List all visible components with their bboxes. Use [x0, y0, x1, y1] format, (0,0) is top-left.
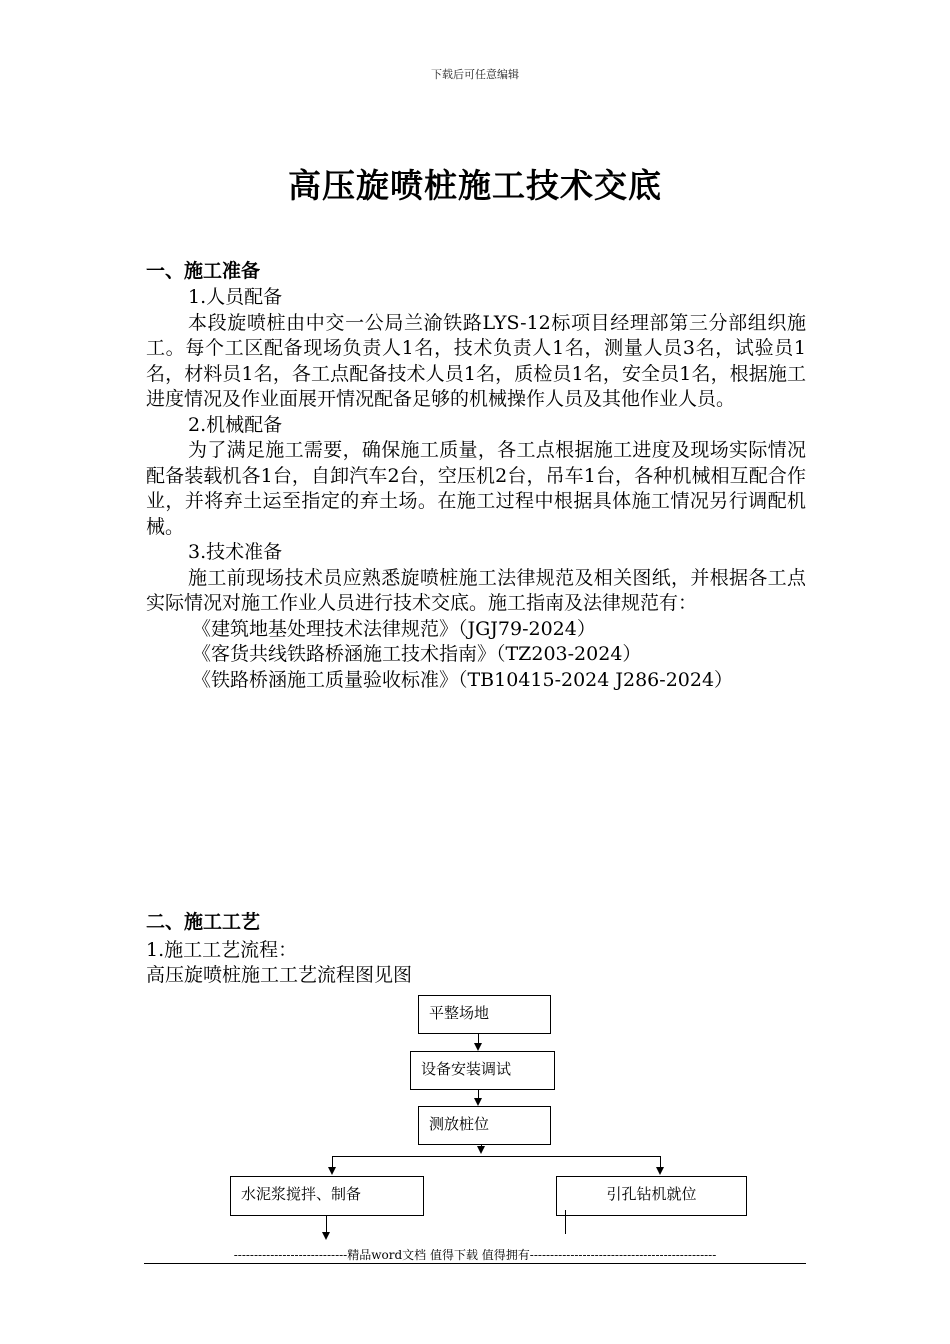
paragraph-personnel: 本段旋喷桩由中交一公局兰渝铁路LYS-12标项目经理部第三分部组织施工。每个工区配备现场负责人1名，技术负责人1名，测量人员3名，试验员1名，材料员1名，各工点配备技术人员1名，质检员1名，安全员1名，根据施工进度情况及作业面展开情况配备足够的机械操作人员及其他作业人员。 [146, 311, 806, 410]
subheading-machinery: 2.机械配备 [188, 413, 283, 436]
page-header: 下载后可任意编辑 [431, 68, 519, 81]
subheading-personnel: 1.人员配备 [188, 286, 283, 308]
section-2-heading: 二、施工工艺 [146, 911, 261, 933]
paragraph-technical: 施工前现场技术员应熟悉旋喷桩施工法律规范及相关图纸，并根据各工点实际情况对施工作业人员进行技术交底。施工指南及法律规范有： [146, 566, 806, 614]
flow-step-level-site [418, 995, 551, 1034]
arrow-down-icon [656, 1167, 664, 1175]
flow-step-cement-slurry [230, 1176, 424, 1216]
flow-step-pile-layout [418, 1106, 551, 1145]
flow-step-label: 设备安装调试 [421, 1060, 512, 1078]
reference-item: 《客货共线铁路桥涵施工技术指南》（TZ203-2024） [192, 643, 642, 665]
flow-step-label: 水泥浆搅拌、制备 [241, 1185, 362, 1203]
flow-step-drill-position [556, 1176, 747, 1216]
flow-step-label: 测放桩位 [429, 1115, 490, 1133]
flow-connector [565, 1210, 566, 1234]
flow-branch-line [332, 1156, 660, 1157]
flow-step-equipment-setup [410, 1051, 555, 1090]
flow-step-label: 平整场地 [429, 1004, 490, 1022]
subheading-technical: 3.技术准备 [188, 541, 283, 563]
arrow-down-icon [328, 1167, 336, 1175]
section-1-heading: 一、施工准备 [146, 260, 261, 282]
flow-intro-text: 高压旋喷桩施工工艺流程图见图 [146, 964, 413, 986]
reference-item: 《铁路桥涵施工质量验收标准》（TB10415-2024 J286-2024） [192, 668, 734, 691]
reference-item: 《建筑地基处理技术法律规范》（JGJ79-2024） [192, 617, 596, 640]
arrow-down-icon [477, 1146, 485, 1154]
arrow-down-icon [474, 1043, 482, 1051]
arrow-down-icon [474, 1098, 482, 1106]
footer-divider [144, 1263, 806, 1264]
flow-step-label: 引孔钻机就位 [606, 1185, 697, 1203]
section-1-body [146, 285, 806, 693]
subheading-process-flow: 1.施工工艺流程： [146, 939, 298, 961]
document-title: 高压旋喷桩施工技术交底 [288, 166, 662, 205]
page-footer: ----------------------------精品word文档 值得下载 值得拥有---------------------------------------------- [233, 1248, 717, 1262]
paragraph-machinery: 为了满足施工需要，确保施工质量，各工点根据施工进度及现场实际情况配备装载机各1台，自卸汽车2台，空压机2台，吊车1台，各种机械相互配合作业，并将弃土运至指定的弃土场。在施工过程中根据具体施工情况另行调配机械。 [146, 439, 806, 538]
arrow-down-icon [322, 1232, 330, 1240]
